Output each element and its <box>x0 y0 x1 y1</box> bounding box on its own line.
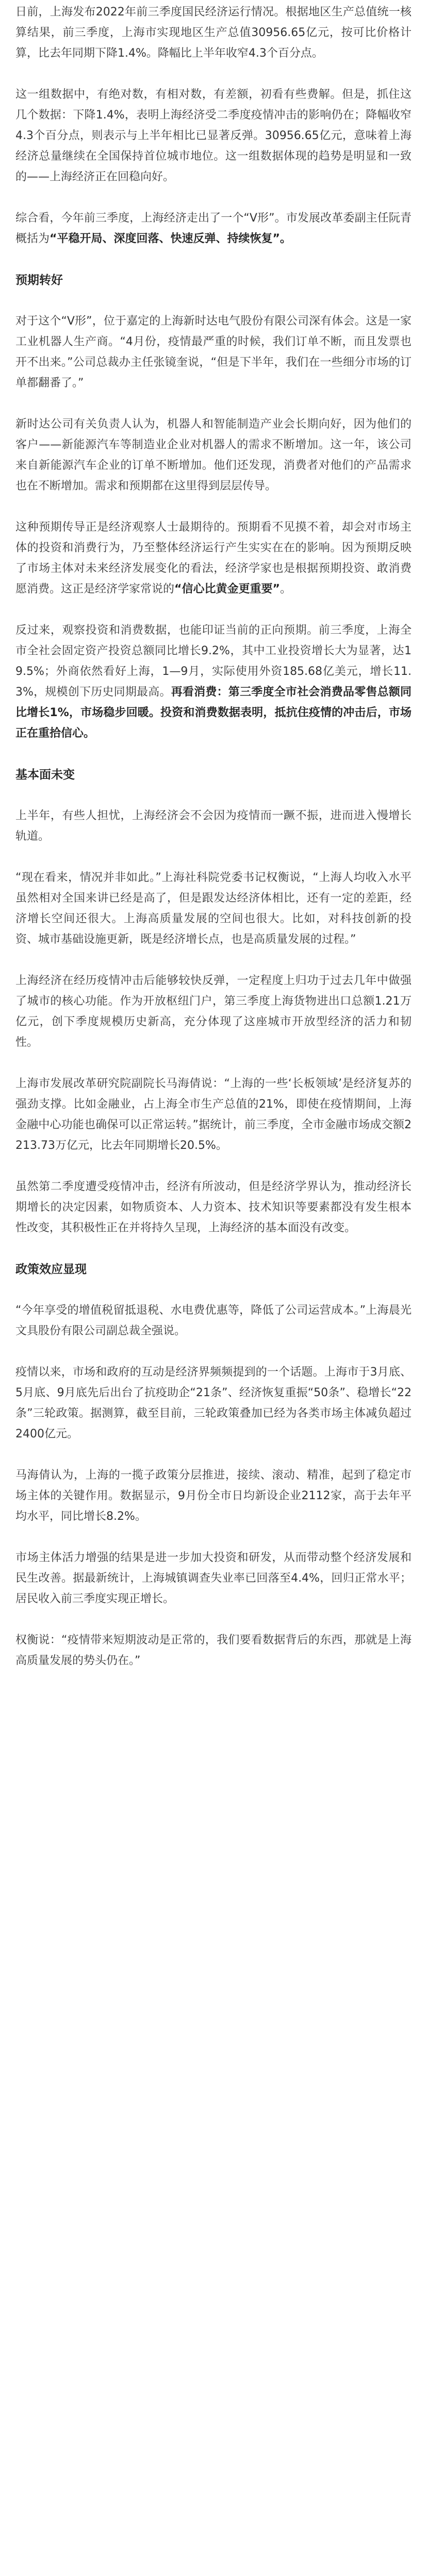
paragraph: 对于这个“V形”，位于嘉定的上海新时达电气股份有限公司深有体会。这是一家工业机器人生产商。“4月份，疫情最严重的时候，我们订单不断，而且发票也开不出来。”公司总裁办主任张镜奎说，“但是下半年，我们在一些细分市场的订单都翻番了。” <box>15 315 412 389</box>
paragraph: 权衡说：“疫情带来短期波动是正常的，我们要看数据背后的东西，那就是上海高质量发展的势头仍在。” <box>15 1634 412 1667</box>
paragraph: 日前，上海发布2022年前三季度国民经济运行情况。根据地区生产总值统一核算结果，前三季度，上海市实现地区生产总值30956.65亿元，按可比价格计算，比去年同期下降1.4%。降幅比上半年收窄4.3个百分点。 <box>15 6 412 60</box>
paragraph: 市场主体活力增强的结果是进一步加大投资和研发，从而带动整个经济发展和民生改善。据最新统计，上海城镇调查失业率已回落至4.4%，回归正常水平；居民收入前三季度实现正增长。 <box>15 1551 412 1605</box>
paragraph: 上海经济在经历疫情冲击后能够较快反弹，一定程度上归功于过去几年中做强了城市的核心功能。作为开放枢纽门户，第三季度上海货物进出口总额1.21万亿元，创下季度规模历史新高，充分体现了这座城市开放型经济的活力和韧性。 <box>15 974 412 1049</box>
paragraph: “今年享受的增值税留抵退税、水电费优惠等，降低了公司运营成本。”上海晨光文具股份有限公司副总裁全强说。 <box>15 1304 412 1337</box>
paragraph: 虽然第二季度遭受疫情冲击，经济有所波动，但是经济学界认为，推动经济长期增长的决定因素，如物质资本、人力资本、技术知识等要素都没有发生根本性改变，其积极性正在并将持久呈现，上海经济的基本面没有改变。 <box>15 1180 412 1234</box>
emphasis-text: “平稳开局、深度回落、快速反弹、持续恢复”。 <box>50 232 291 245</box>
paragraph-text: 这种预期传导正是经济观察人士最期待的。预期看不见摸不着，却会对市场主体的投资和消费行为，乃至整体经济运行产生实实在在的影响。因为预期反映了市场主体对未来经济发展变化的看法，经济学家也是根据预期投资、敢消费愿消费。这正是经济学家常说的 <box>15 521 412 596</box>
paragraph-text: 反过来，观察投资和消费数据，也能印证当前的正向预期。前三季度，上海全市全社会固定资产投资总额同比增长9.2%，其中工业投资增长大为显著，达19.5%；外商依然看好上海，1—9月，实际使用外资185.68亿美元，增长11.3%，规模创下历史同期最高。 <box>15 624 412 699</box>
paragraph <box>15 517 412 600</box>
section-heading: 基本面未变 <box>15 768 75 782</box>
paragraph-text: 综合看，今年前三季度，上海经济走出了一个“V形”。市发展改革委副主任阮青概括为 <box>15 212 412 245</box>
paragraph <box>15 208 412 249</box>
paragraph: 新时达公司有关负责人认为，机器人和智能制造产业会长期向好，因为他们的客户——新能源汽车等制造业企业对机器人的需求不断增加。这一年，该公司来自新能源汽车企业的订单不断增加。他们还发现，消费者对他们的产品需求也在不断增加。需求和预期都在这里得到层层传导。 <box>15 418 412 493</box>
emphasis-text: “信心比黄金更重要” <box>174 583 280 596</box>
section-heading: 政策效应显现 <box>15 1263 87 1276</box>
paragraph: 马海倩认为，上海的一揽子政策分层推进，接续、滚动、精准，起到了稳定市场主体的关键作用。数据显示，9月份全市日均新设企业2112家，高于去年平均水平，同比增长8.2%。 <box>15 1469 412 1523</box>
emphasis-text: 再看消费：第三季度全市社会消费品零售总额同比增长1%，市场稳步回暖。投资和消费数据表明，抵抗住疫情的冲击后，市场正在重拾信心。 <box>15 686 412 740</box>
paragraph: 疫情以来，市场和政府的互动是经济界频频提到的一个话题。上海市于3月底、5月底、9月底先后出台了抗疫助企“21条”、经济恢复重振“50条”、稳增长“22条”三轮政策。据测算，截至目前，三轮政策叠加已经为各类市场主体减负超过2400亿元。 <box>15 1366 412 1440</box>
paragraph: 上半年，有些人担忧，上海经济会不会因为疫情而一蹶不振，进而进入慢增长轨道。 <box>15 809 412 843</box>
paragraph <box>15 620 412 744</box>
paragraph: 这一组数据中，有绝对数，有相对数，有差额，初看有些费解。但是，抓住这几个数据：下降1.4%，表明上海经济受二季度疫情冲击的影响仍在；降幅收窄4.3个百分点，则表示与上半年相比已显著反弹。30956.65亿元，意味着上海经济总量继续在全国保持首位城市地位。这一组数据体现的趋势是明显和一致的——上海经济正在回稳向好。 <box>15 88 412 183</box>
paragraph: 上海市发展改革研究院副院长马海倩说：“上海的一些‘长板领域’是经济复苏的强劲支撑。比如金融业，占上海全市生产总值的21%，即使在疫情期间，上海金融中心功能也确保可以正常运转。”据统计，前三季度，全市金融市场成交额2213.73万亿元，比去年同期增长20.5%。 <box>15 1077 412 1152</box>
paragraph: “现在看来，情况并非如此。”上海社科院党委书记权衡说，“上海人均收入水平虽然相对全国来讲已经是高了，但是跟发达经济体相比，还有一定的差距，经济增长空间还很大。上海高质量发展的空间也很大。比如，对科技创新的投资、城市基础设施更新，既是经济增长点，也是高质量发展的过程。” <box>15 871 412 946</box>
section-heading: 预期转好 <box>15 274 63 287</box>
paragraph-text: 。 <box>280 583 291 596</box>
